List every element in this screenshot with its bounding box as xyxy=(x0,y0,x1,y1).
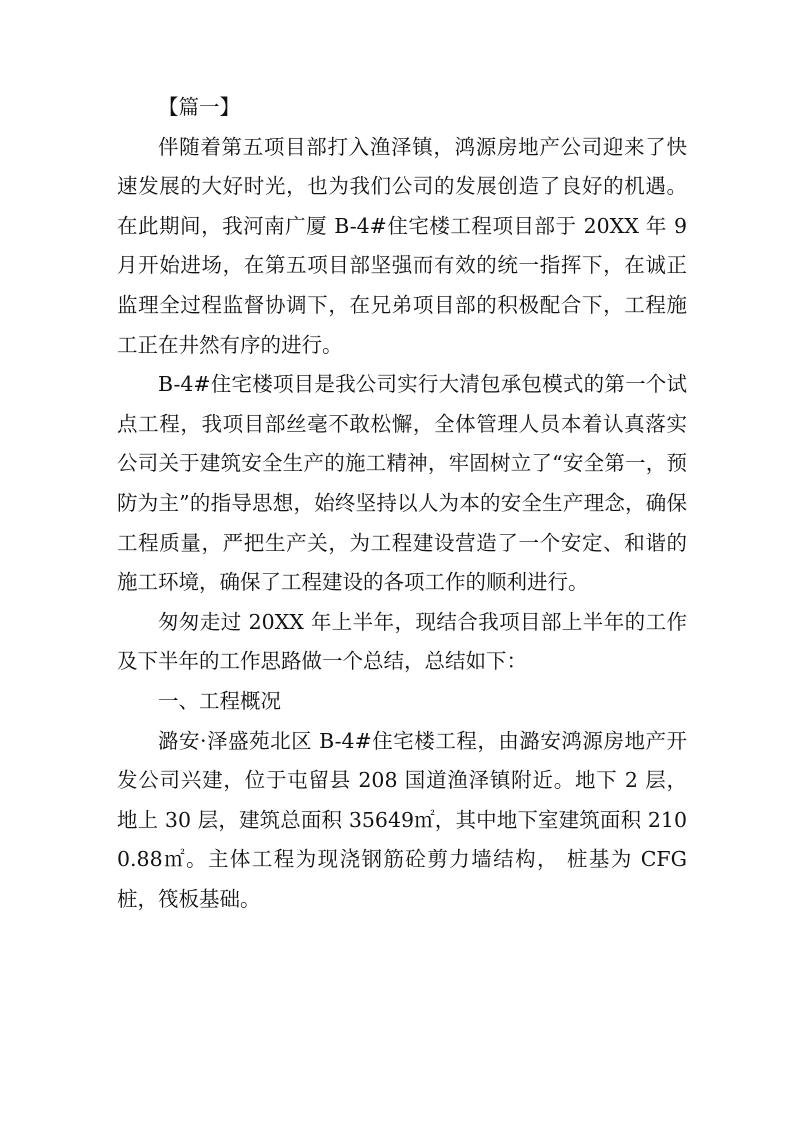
paragraph-pilot-project: B-4#住宅楼项目是我公司实行大清包承包模式的第一个试点工程，我项目部丝毫不敢松懈，全体管理人员本着认真落实公司关于建筑安全生产的施工精神，牢固树立了“安全第一，预防为主”的指导思想，始终坚持以人为本的安全生产理念，确保工程质量，严把生产关，为工程建设营造了一个安定、和谐的施工环境，确保了工程建设的各项工作的顺利进行。 xyxy=(117,372,687,595)
section-title-project-overview: 一、工程概况 xyxy=(158,688,281,713)
paragraph-intro: 伴随着第五项目部打入渔泽镇，鸿源房地产公司迎来了快速发展的大好时光，也为我们公司的发展创造了良好的机遇。在此期间，我河南广厦 B-4#住宅楼工程项目部于 20XX 年 9 月开始进场，在第五项目部坚强而有效的统一指挥下，在诚正监理全过程监督协调下，在兄弟项目部的积极配合下，工程施工正在井然有序的进行。 xyxy=(117,134,687,357)
paragraph-summary-intro: 匆匆走过 20XX 年上半年，现结合我项目部上半年的工作及下半年的工作思路做一个总结，总结如下： xyxy=(117,609,687,674)
document-heading: 【篇一】 xyxy=(158,95,240,119)
paragraph-project-overview: 潞安·泽盛苑北区 B-4#住宅楼工程，由潞安鸿源房地产开发公司兴建，位于屯留县 208 国道渔泽镇附近。地下 2 层，地上 30 层，建筑总面积 35649㎡，其中地下室建筑面积 2100.88㎡。主体工程为现浇钢筋砼剪力墙结构， 桩基为 CFG 桩，筏板基础。 xyxy=(117,728,687,911)
document-body xyxy=(117,88,687,919)
